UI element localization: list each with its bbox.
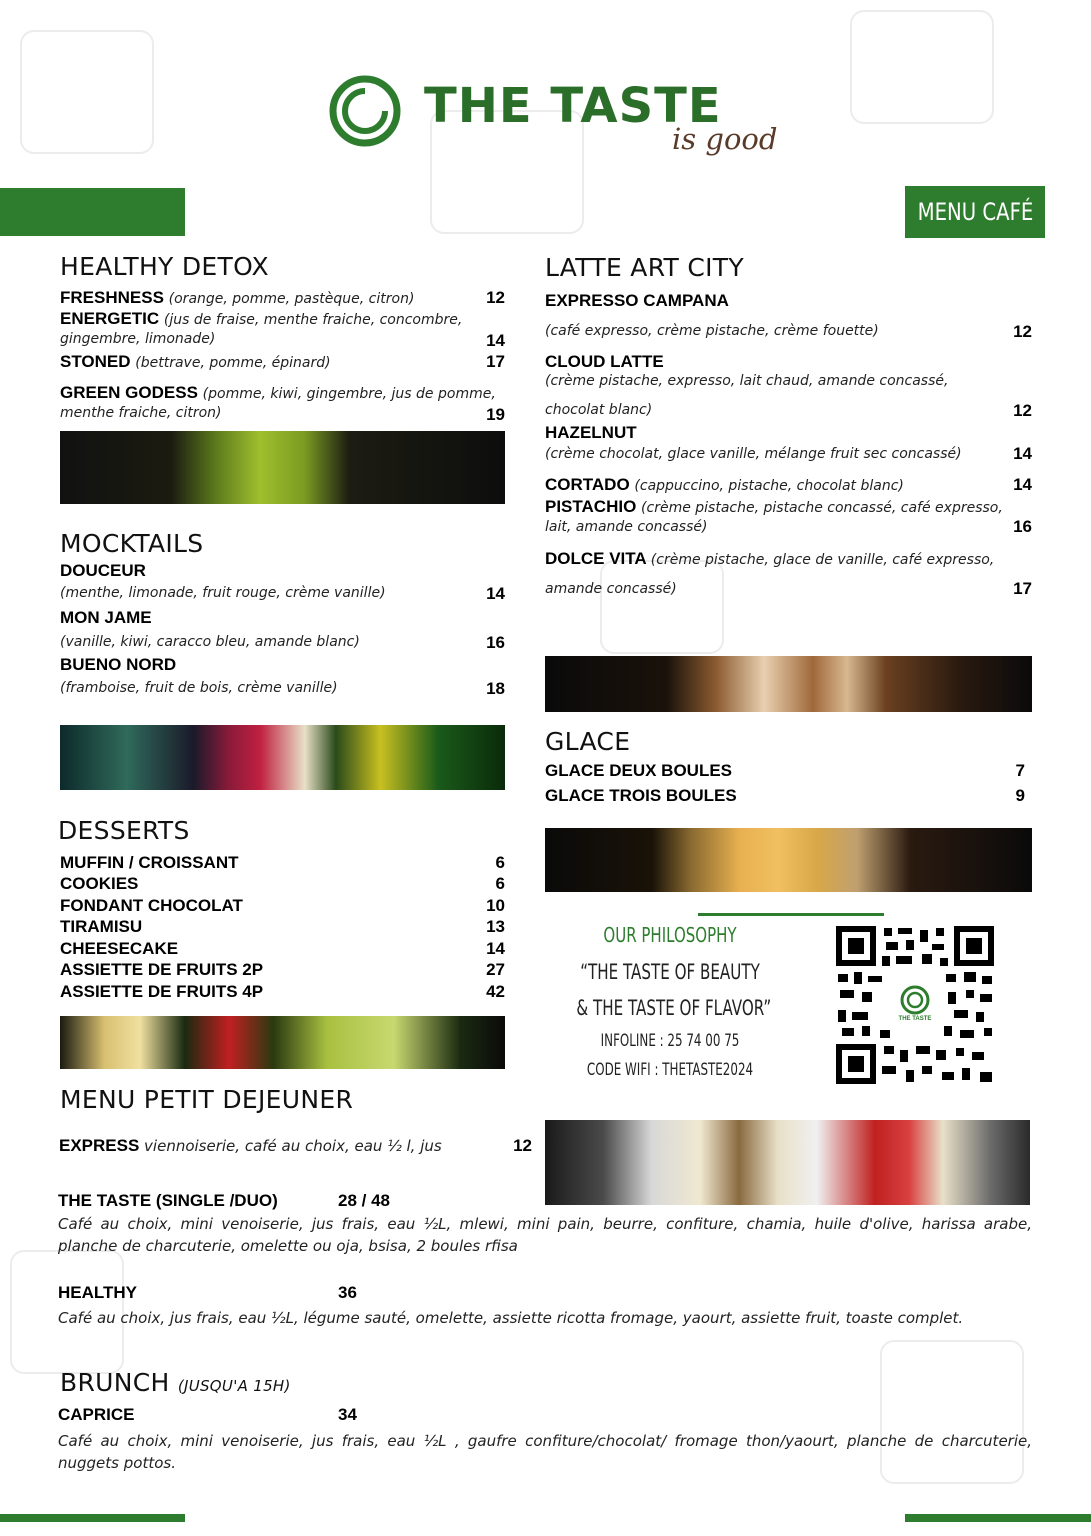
menu-item-the-taste-desc: Café au choix, mini venoiserie, jus frais, eau ½L, mlewi, mini pain, beurre, confiture, chamia, huile d'olive, harissa arabe, planche de charcuterie, omelette ou oja, bsisa, 2 boules rfisa <box>58 1215 1032 1255</box>
menu-item-hazelnut: HAZELNUT <box>545 423 637 442</box>
menu-item-caprice: CAPRICE <box>58 1405 135 1424</box>
photo-green-smoothie <box>60 431 505 504</box>
menu-item-expresso-campana: EXPRESSO CAMPANA <box>545 291 729 310</box>
section-title-mocktails: MOCKTAILS <box>60 529 204 558</box>
photo-ice-cream <box>545 828 1032 892</box>
section-title-desserts: DESSERTS <box>58 816 190 845</box>
menu-item-bueno-nord: BUENO NORD <box>60 655 177 674</box>
menu-item-glace-deux: GLACE DEUX BOULES <box>545 761 733 780</box>
price-energetic: 14 <box>486 331 505 350</box>
price-caprice: 34 <box>338 1405 357 1424</box>
menu-item-stoned: STONED (bettrave, pomme, épinard) <box>60 352 331 371</box>
bottom-left-bar <box>0 1514 185 1522</box>
price-cheesecake: 14 <box>486 939 505 958</box>
background-cup-doodle <box>20 30 154 154</box>
section-title-healthy-detox: HEALTHY DETOX <box>60 252 269 281</box>
qr-code[interactable] <box>836 926 994 1084</box>
left-green-bar <box>0 188 185 236</box>
price-muffin: 6 <box>495 853 505 872</box>
photo-latte-art <box>545 656 1032 712</box>
menu-item-cortado: CORTADO (cappuccino, pistache, chocolat blanc) <box>545 475 904 494</box>
price-glace-trois: 9 <box>1015 786 1025 805</box>
menu-item-the-taste: THE TASTE (SINGLE /DUO) <box>58 1191 278 1210</box>
price-cloud-latte: 12 <box>1013 401 1032 420</box>
section-title-breakfast: MENU PETIT DEJEUNER <box>60 1085 354 1114</box>
menu-item-express: EXPRESS viennoiserie, café au choix, eau ½ l, jus <box>59 1136 442 1155</box>
section-title-brunch: BRUNCH (JUSQU'A 15H) <box>60 1368 291 1397</box>
brand-logo-icon <box>328 74 402 148</box>
menu-cafe-label: MENU CAFÉ <box>917 198 1034 226</box>
qr-code-icon <box>836 926 994 1084</box>
menu-item-fruits-4p: ASSIETTE DE FRUITS 4P <box>60 982 264 1001</box>
price-dolce-vita: 17 <box>1013 579 1032 598</box>
section-title-glace: GLACE <box>545 727 631 756</box>
photo-breakfast <box>545 1120 1030 1205</box>
menu-item-healthy: HEALTHY <box>58 1283 138 1302</box>
price-mon-jame: 16 <box>486 633 505 652</box>
photo-mocktails <box>60 725 505 790</box>
philosophy-infoline: INFOLINE : 25 74 00 75 <box>600 1031 740 1051</box>
brand-title: THE TASTE <box>424 78 722 134</box>
philosophy-divider <box>698 913 884 916</box>
menu-item-green-godess-desc-cont: menthe fraiche, citron) <box>60 405 222 421</box>
menu-item-dolce-vita: DOLCE VITA (crème pistache, glace de vanille, café expresso, <box>545 549 995 568</box>
menu-item-freshness: FRESHNESS (orange, pomme, pastèque, citron) <box>60 288 415 307</box>
menu-item-green-godess: GREEN GODESS (pomme, kiwi, gingembre, jus de pomme, <box>60 383 496 402</box>
price-green-godess: 19 <box>486 405 505 424</box>
price-pistachio: 16 <box>1013 517 1032 536</box>
price-fruits-2p: 27 <box>486 960 505 979</box>
menu-item-pistachio: PISTACHIO (crème pistache, pistache concassé, café expresso, <box>545 497 1003 516</box>
menu-item-pistachio-desc-cont: lait, amande concassé) <box>545 519 708 535</box>
menu-item-caprice-desc: Café au choix, mini venoiserie, jus frais, eau ½L , gaufre confiture/chocolat/ fromage thon/yaourt, planche de charcuterie, nuggets pottos. <box>58 1432 1032 1472</box>
philosophy-wifi: CODE WIFI : THETASTE2024 <box>586 1060 754 1080</box>
price-expresso-campana: 12 <box>1013 322 1032 341</box>
price-stoned: 17 <box>486 352 505 371</box>
brand-tagline: is good <box>672 122 778 156</box>
menu-item-cheesecake: CHEESECAKE <box>60 939 179 958</box>
price-freshness: 12 <box>486 288 505 307</box>
price-hazelnut: 14 <box>1013 444 1032 463</box>
price-bueno-nord: 18 <box>486 679 505 698</box>
menu-item-cloud-latte: CLOUD LATTE <box>545 352 664 371</box>
philosophy-title: OUR PHILOSOPHY <box>603 923 737 947</box>
price-tiramisu: 13 <box>486 917 505 936</box>
price-express: 12 <box>513 1136 532 1155</box>
menu-item-douceur: DOUCEUR <box>60 561 146 580</box>
brunch-subtitle: (JUSQU'A 15H) <box>177 1377 291 1395</box>
menu-item-cookies: COOKIES <box>60 874 139 893</box>
background-cup-doodle <box>600 560 724 654</box>
price-healthy: 36 <box>338 1283 357 1302</box>
menu-item-douceur-desc: (menthe, limonade, fruit rouge, crème vanille) <box>60 585 386 601</box>
price-the-taste: 28 / 48 <box>338 1191 390 1210</box>
menu-item-expresso-campana-desc: (café expresso, crème pistache, crème fouette) <box>545 323 879 339</box>
menu-item-fondant: FONDANT CHOCOLAT <box>60 896 243 915</box>
bottom-right-bar <box>905 1514 1091 1522</box>
menu-item-energetic-desc-cont: gingembre, limonade) <box>60 331 216 347</box>
menu-item-muffin: MUFFIN / CROISSANT <box>60 853 239 872</box>
price-cortado: 14 <box>1013 475 1032 494</box>
photo-fruit-platter <box>60 1016 505 1069</box>
menu-item-cloud-latte-desc: (crème pistache, expresso, lait chaud, amande concassé, <box>545 373 949 389</box>
menu-item-mon-jame: MON JAME <box>60 608 152 627</box>
menu-item-hazelnut-desc: (crème chocolat, glace vanille, mélange fruit sec concassé) <box>545 446 962 462</box>
price-fruits-4p: 42 <box>486 982 505 1001</box>
menu-item-glace-trois: GLACE TROIS BOULES <box>545 786 737 805</box>
menu-cafe-banner <box>905 186 1045 238</box>
philosophy-quote-line1: “THE TASTE OF BEAUTY <box>580 960 760 984</box>
menu-item-cloud-latte-desc-cont: chocolat blanc) <box>545 402 653 418</box>
menu-item-fruits-2p: ASSIETTE DE FRUITS 2P <box>60 960 264 979</box>
price-fondant: 10 <box>486 896 505 915</box>
philosophy-quote-line2: & THE TASTE OF FLAVOR” <box>576 996 772 1020</box>
menu-item-dolce-vita-desc-cont: amande concassé) <box>545 581 677 597</box>
menu-item-healthy-desc: Café au choix, jus frais, eau ½L, légume sauté, omelette, assiette ricotta fromage, yaourt, assiette fruit, toaste complet. <box>58 1309 964 1327</box>
price-glace-deux: 7 <box>1015 761 1025 780</box>
menu-item-mon-jame-desc: (vanille, kiwi, caracco bleu, amande blanc) <box>60 634 360 650</box>
menu-item-bueno-nord-desc: (framboise, fruit de bois, crème vanille) <box>60 680 338 696</box>
menu-item-energetic: ENERGETIC (jus de fraise, menthe fraiche, concombre, <box>60 309 463 328</box>
background-cup-doodle <box>850 10 994 124</box>
price-cookies: 6 <box>495 874 505 893</box>
price-douceur: 14 <box>486 584 505 603</box>
qr-logo-label: THE TASTE <box>898 1016 932 1022</box>
menu-item-tiramisu: TIRAMISU <box>60 917 143 936</box>
section-title-latte-art: LATTE ART CITY <box>545 253 744 282</box>
